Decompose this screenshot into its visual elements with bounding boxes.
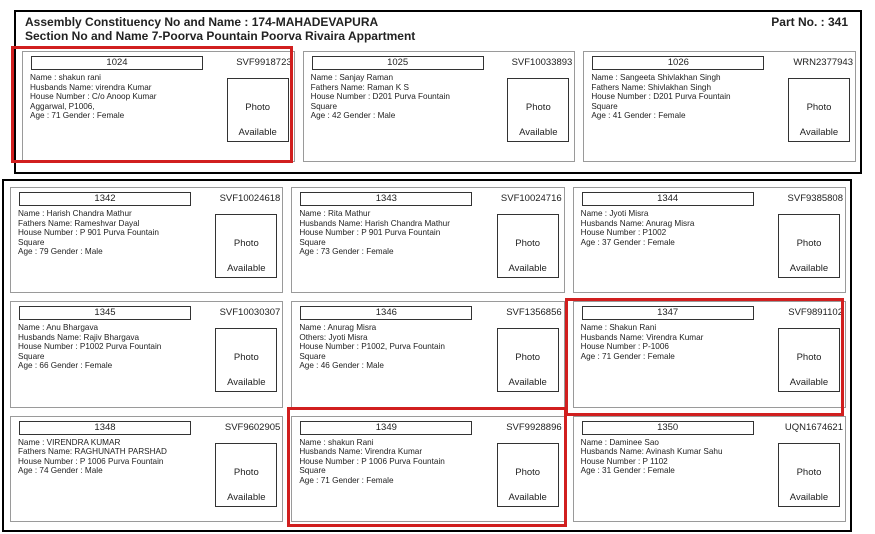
photo-label: Photo: [796, 352, 822, 364]
epic-number: SVF10030307: [219, 307, 281, 319]
photo-label: Photo: [515, 466, 541, 478]
detail-line: Name : Anu Bhargava: [18, 323, 99, 333]
photo-status: Available: [227, 263, 266, 274]
photo-label: Photo: [515, 352, 541, 364]
voter-details: [581, 323, 769, 361]
photo-placeholder: [497, 328, 559, 392]
voter-card: [291, 301, 564, 407]
serial-number: 1342: [19, 192, 191, 206]
detail-line: House Number : D201 Purva Fountain: [591, 92, 731, 101]
detail-line: Name : Anurag Misra: [299, 323, 377, 333]
detail-line: House Number : P 901 Purva Fountain: [299, 228, 441, 237]
photo-status: Available: [238, 127, 277, 138]
detail-line: Fathers Name: Shivlakhan Singh: [591, 82, 712, 92]
photo-status: Available: [799, 127, 839, 138]
voter-details: [30, 73, 218, 121]
photo-label: Photo: [233, 238, 259, 249]
detail-line: Square: [591, 101, 618, 111]
detail-line: House Number : P 901 Purva Fountain: [18, 228, 159, 237]
serial-number: 1346: [300, 306, 472, 320]
detail-line: House Number : P 1006 Purva Fountain: [299, 456, 445, 466]
epic-number: UQN1674621: [784, 421, 843, 433]
voter-card: [573, 416, 846, 522]
detail-line: House Number : P1002, Purva Fountain: [299, 342, 445, 352]
photo-status: Available: [227, 491, 266, 503]
voter-details: [311, 73, 499, 121]
detail-line: Age : 46 Gender : Male: [299, 361, 384, 371]
epic-number: SVF9891102: [788, 307, 843, 319]
photo-label: Photo: [806, 102, 832, 113]
photo-status: Available: [227, 377, 266, 389]
photo-placeholder: [215, 214, 277, 278]
photo-placeholder: [778, 328, 840, 392]
voter-card: [10, 301, 283, 407]
voter-details: [299, 438, 487, 486]
photo-label: Photo: [796, 466, 822, 478]
bottom-voter-grid: [10, 187, 846, 522]
detail-line: Husbands Name: Virendra Kumar: [580, 332, 704, 342]
detail-line: House Number : P-1006: [580, 342, 669, 352]
voter-details: [18, 209, 206, 257]
epic-number: SVF10033893: [511, 57, 573, 68]
detail-line: Square: [310, 101, 338, 111]
detail-line: Fathers Name: RAGHUNATH PARSHAD: [18, 447, 167, 457]
detail-line: Name : Jyoti Misra: [580, 209, 649, 218]
photo-status: Available: [789, 491, 829, 503]
serial-number: 1348: [19, 421, 191, 435]
top-voter-grid: [22, 51, 856, 162]
detail-line: Name : Sangeeta Shivlakhan Singh: [591, 73, 721, 82]
photo-label: Photo: [796, 238, 822, 249]
voter-card: [10, 187, 283, 293]
detail-line: House Number : P 1102: [580, 456, 668, 466]
detail-line: Name : Rita Mathur: [299, 209, 371, 218]
detail-line: Name : Shakun Rani: [580, 323, 657, 333]
top-voter-panel: [14, 10, 862, 174]
detail-line: Square: [18, 237, 45, 247]
voter-card: [583, 51, 856, 162]
detail-line: Age : 73 Gender : Female: [299, 247, 394, 256]
detail-line: Square: [299, 351, 326, 361]
detail-line: House Number : P 1006 Purva Fountain: [18, 456, 164, 466]
detail-line: Husbands Name: Rajiv Bhargava: [18, 332, 140, 342]
voter-details: [18, 438, 206, 476]
section-heading: Section No and Name 7-Poorva Pountain Poorva Rivaira Appartment: [25, 29, 416, 43]
serial-number: 1350: [582, 421, 754, 435]
photo-status: Available: [789, 263, 829, 274]
photo-placeholder: [788, 78, 850, 142]
detail-line: Age : 42 Gender : Male: [310, 111, 396, 120]
detail-line: House Number : P1002: [580, 228, 667, 237]
serial-number: 1345: [19, 306, 191, 320]
serial-number: 1344: [582, 192, 754, 206]
voter-details: [299, 209, 487, 257]
photo-label: Photo: [245, 102, 271, 113]
detail-line: Husbands Name: Anurag Misra: [580, 218, 695, 228]
voter-details: [591, 73, 779, 121]
epic-number: SVF9928896: [506, 421, 562, 433]
part-number: Part No. : 341: [771, 15, 848, 29]
detail-line: House Number : P1002 Purva Fountain: [18, 342, 162, 352]
voter-card: [291, 416, 564, 522]
detail-line: Name : VIRENDRA KUMAR: [18, 437, 121, 447]
photo-placeholder: [507, 78, 569, 142]
detail-line: House Number : D201 Purva Fountain: [310, 92, 450, 101]
detail-line: Age : 79 Gender : Male: [18, 247, 103, 256]
photo-placeholder: [497, 214, 559, 278]
photo-placeholder: [227, 78, 289, 142]
photo-status: Available: [519, 127, 558, 138]
detail-line: Name : Daminee Sao: [580, 437, 659, 447]
epic-number: SVF10024618: [219, 193, 281, 204]
detail-line: Age : 66 Gender : Female: [18, 361, 113, 371]
photo-label: Photo: [515, 238, 541, 249]
detail-line: Aggarwal, P1006,: [30, 101, 95, 111]
epic-number: SVF9918723: [236, 57, 292, 68]
detail-line: Name : Harish Chandra Mathur: [18, 209, 132, 218]
voter-details: [581, 209, 769, 247]
detail-line: Husbands Name: virendra Kumar: [30, 82, 152, 92]
detail-line: Age : 71 Gender : Female: [580, 351, 675, 361]
voter-card: [10, 416, 283, 522]
photo-label: Photo: [233, 466, 259, 478]
voter-card: [303, 51, 576, 162]
detail-line: Husbands Name: Avinash Kumar Sahu: [580, 447, 723, 457]
voter-card: [573, 301, 846, 407]
detail-line: Husbands Name: Virendra Kumar: [299, 447, 423, 457]
detail-line: Husbands Name: Harish Chandra Mathur: [299, 218, 450, 228]
serial-number: 1349: [300, 421, 472, 435]
epic-number: SVF10024716: [500, 193, 562, 204]
epic-number: SVF1356856: [506, 307, 562, 319]
serial-number: 1347: [582, 306, 754, 320]
detail-line: Square: [299, 466, 326, 476]
voter-details: [18, 323, 206, 371]
detail-line: Age : 41 Gender : Female: [591, 111, 686, 120]
photo-placeholder: [778, 214, 840, 278]
voter-details: [299, 323, 487, 371]
constituency-heading: Assembly Constituency No and Name : 174-MAHADEVAPURA: [25, 15, 379, 29]
detail-line: Square: [18, 351, 45, 361]
photo-placeholder: [778, 443, 840, 507]
detail-line: Age : 31 Gender : Female: [580, 466, 675, 476]
photo-placeholder: [215, 328, 277, 392]
epic-number: WRN2377943: [793, 57, 853, 68]
detail-line: Age : 71 Gender : Female: [30, 111, 125, 120]
photo-status: Available: [789, 377, 829, 389]
voter-card: [573, 187, 846, 293]
detail-line: Name : shakun rani: [30, 73, 101, 82]
detail-line: Fathers Name: Rameshvar Dayal: [18, 218, 140, 228]
photo-status: Available: [508, 491, 547, 503]
photo-status: Available: [508, 377, 547, 389]
detail-line: Name : Sanjay Raman: [310, 73, 394, 82]
epic-number: SVF9602905: [224, 421, 281, 433]
epic-number: SVF9385808: [787, 193, 843, 204]
photo-placeholder: [497, 443, 559, 507]
detail-line: Fathers Name: Raman K S: [310, 82, 409, 92]
voter-details: [581, 438, 769, 476]
voter-card: [22, 51, 295, 162]
voter-card: [291, 187, 564, 293]
serial-number: 1025: [312, 56, 484, 70]
detail-line: Name : shakun Rani: [299, 437, 374, 447]
photo-label: Photo: [525, 102, 551, 113]
photo-label: Photo: [233, 352, 259, 364]
detail-line: House Number : C/o Anoop Kumar: [30, 92, 157, 101]
serial-number: 1024: [31, 56, 203, 70]
photo-placeholder: [215, 443, 277, 507]
detail-line: Age : 74 Gender : Male: [18, 466, 103, 476]
bottom-voter-panel: [2, 179, 852, 532]
serial-number: 1026: [592, 56, 764, 70]
detail-line: Square: [299, 237, 326, 247]
detail-line: Age : 37 Gender : Female: [580, 237, 675, 247]
photo-status: Available: [508, 263, 547, 274]
serial-number: 1343: [300, 192, 472, 206]
detail-line: Others: Jyoti Misra: [299, 332, 368, 342]
detail-line: Age : 71 Gender : Female: [299, 475, 394, 485]
